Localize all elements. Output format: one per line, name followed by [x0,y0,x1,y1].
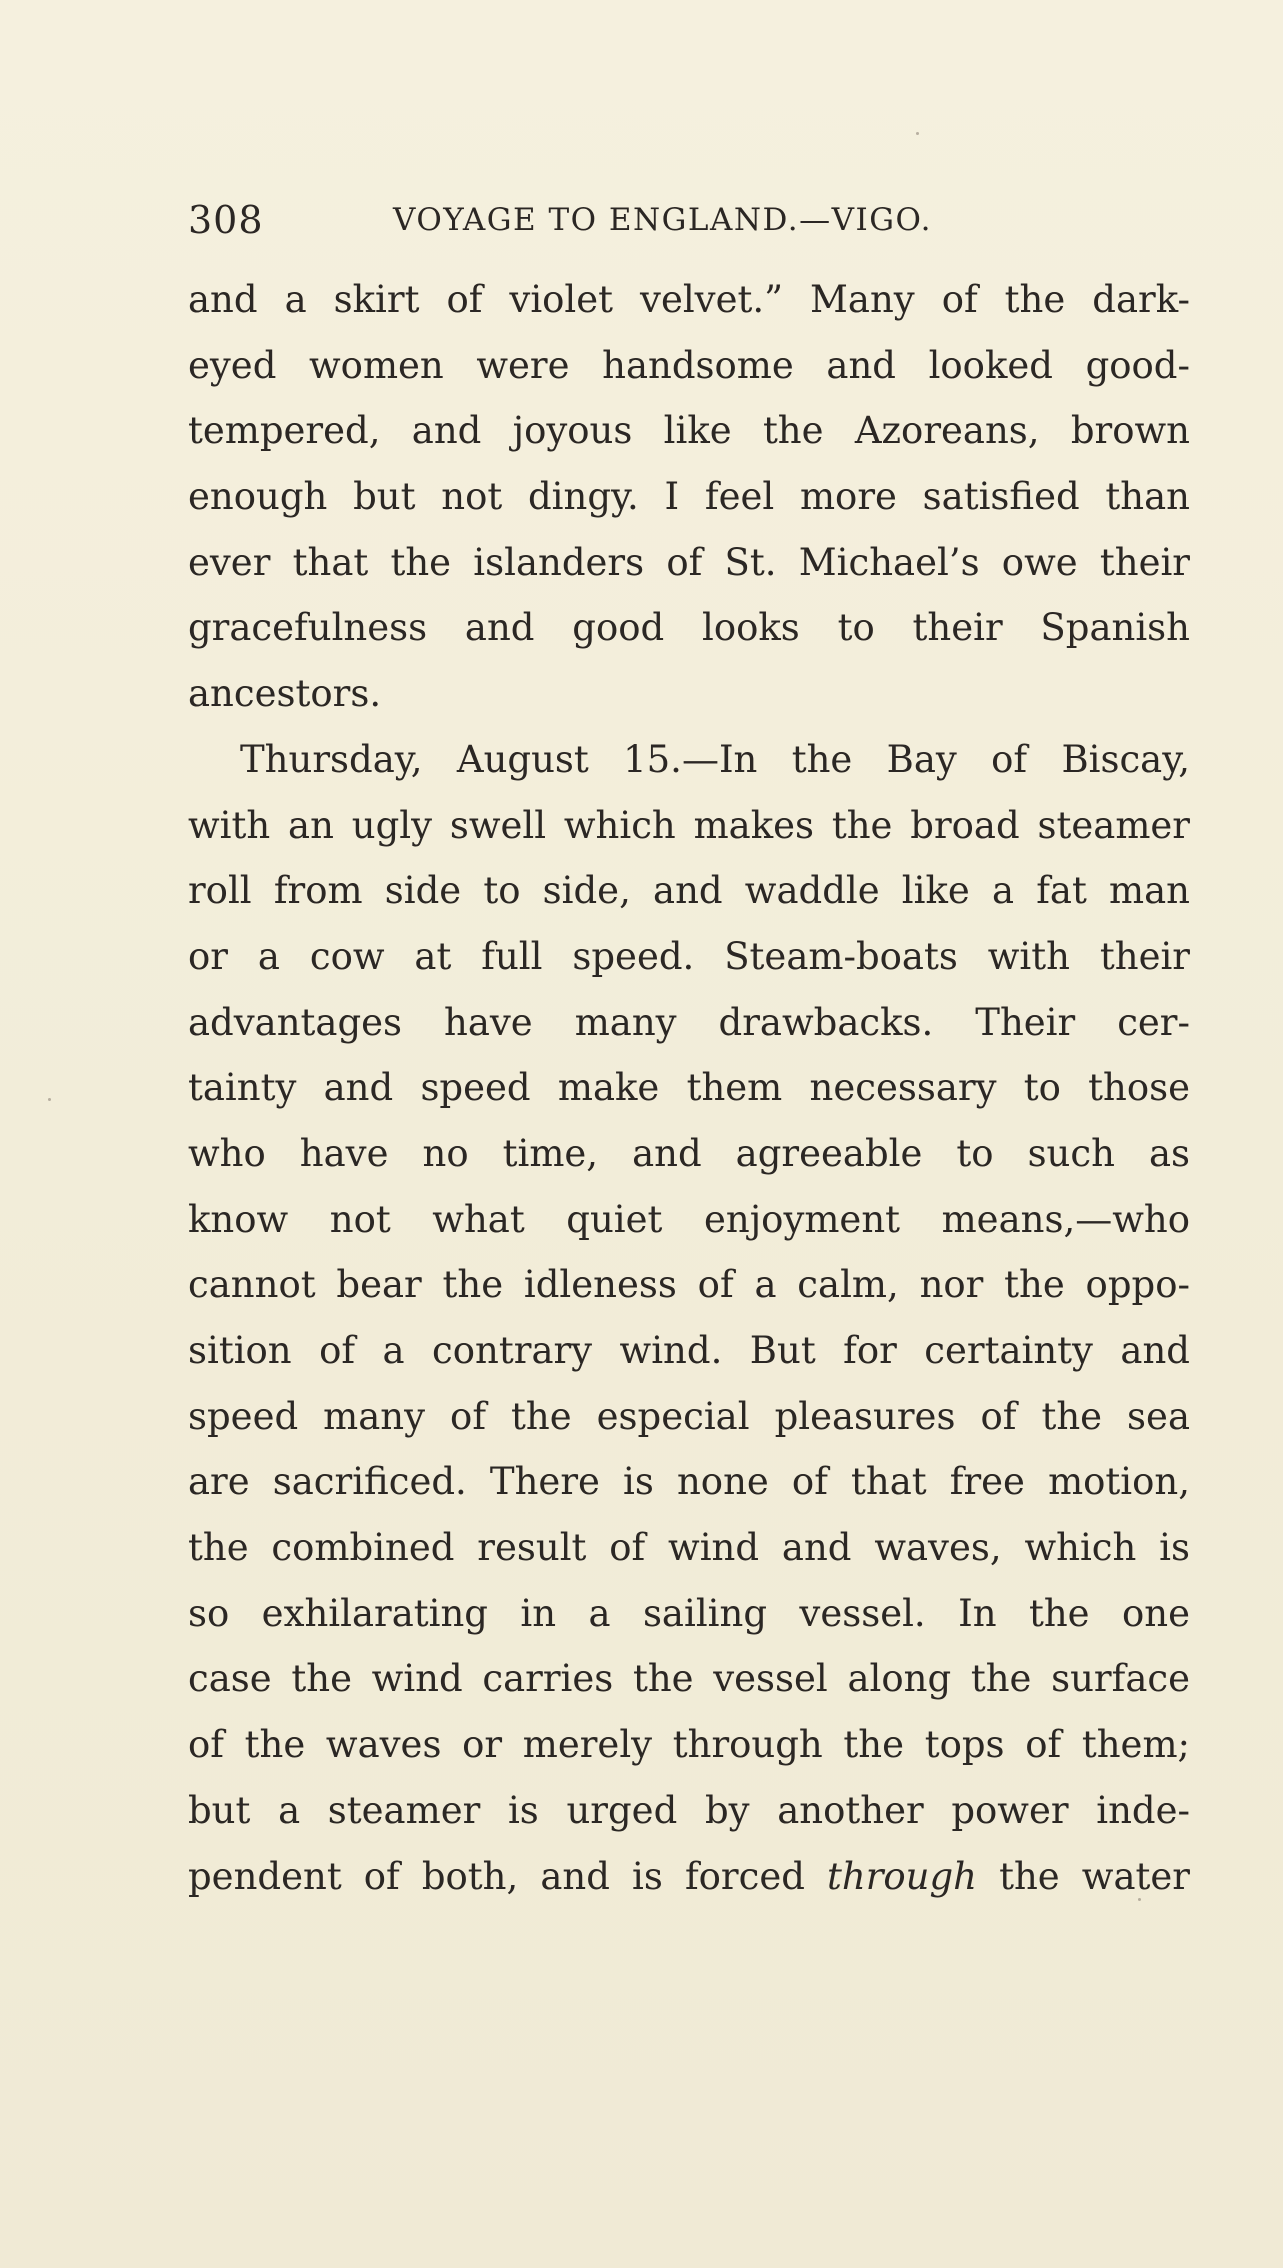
body-text [188,267,1190,1909]
text-line: so exhilarating in a sailing vessel. In the one [188,1591,1190,1635]
italic-word: through [827,1854,978,1898]
text-line: advantages have many drawbacks. Their cer- [188,1000,1190,1044]
text-line: cannot bear the idleness of a calm, nor the oppo- [188,1263,1190,1307]
text-line: ancestors. [188,672,382,716]
text-segment: the water [977,1854,1190,1898]
text-line: but a steamer is urged by another power inde- [188,1788,1190,1832]
text-line: sition of a contrary wind. But for certainty and [188,1329,1190,1372]
text-line: enough but not dingy. I feel more satisfied than [188,475,1190,519]
paper-speck [916,132,919,135]
paper-speck [48,1098,51,1101]
text-line: of the waves or merely through the tops of them; [188,1723,1190,1767]
paragraph-start-line: Thursday, August 15.—In the Bay of Biscay, [240,737,1190,781]
text-line: or a cow at full speed. Steam-boats with their [188,934,1190,978]
text-line: roll from side to side, and waddle like a fat man [188,869,1190,913]
text-line: speed many of the especial pleasures of the sea [188,1394,1190,1438]
text-line: eyed women were handsome and looked good- [188,343,1190,387]
text-line: gracefulness and good looks to their Spanish [188,606,1190,650]
text-line: are sacrificed. There is none of that free motion, [188,1460,1190,1504]
text-line: case the wind carries the vessel along the surface [188,1657,1190,1701]
text-line: ever that the islanders of St. Michael’s owe their [188,540,1190,584]
running-head [188,198,1190,258]
text-line-with-italic [188,1844,1190,1910]
text-line: and a skirt of violet velvet.” Many of the dark- [188,278,1190,321]
text-line: tempered, and joyous like the Azoreans, brown [188,409,1190,453]
running-head-title: VOYAGE TO ENGLAND.—VIGO. [393,202,932,238]
text-segment: pendent of both, and is forced [188,1854,827,1898]
paper-speck [1138,1898,1141,1901]
text-line: tainty and speed make them necessary to those [188,1066,1190,1110]
text-line: who have no time, and agreeable to such as [188,1131,1190,1175]
text-line: know not what quiet enjoyment means,—who [188,1197,1190,1241]
text-line: with an ugly swell which makes the broad steamer [188,803,1190,847]
page-number: 308 [188,198,264,242]
text-line: the combined result of wind and waves, which is [188,1526,1190,1570]
